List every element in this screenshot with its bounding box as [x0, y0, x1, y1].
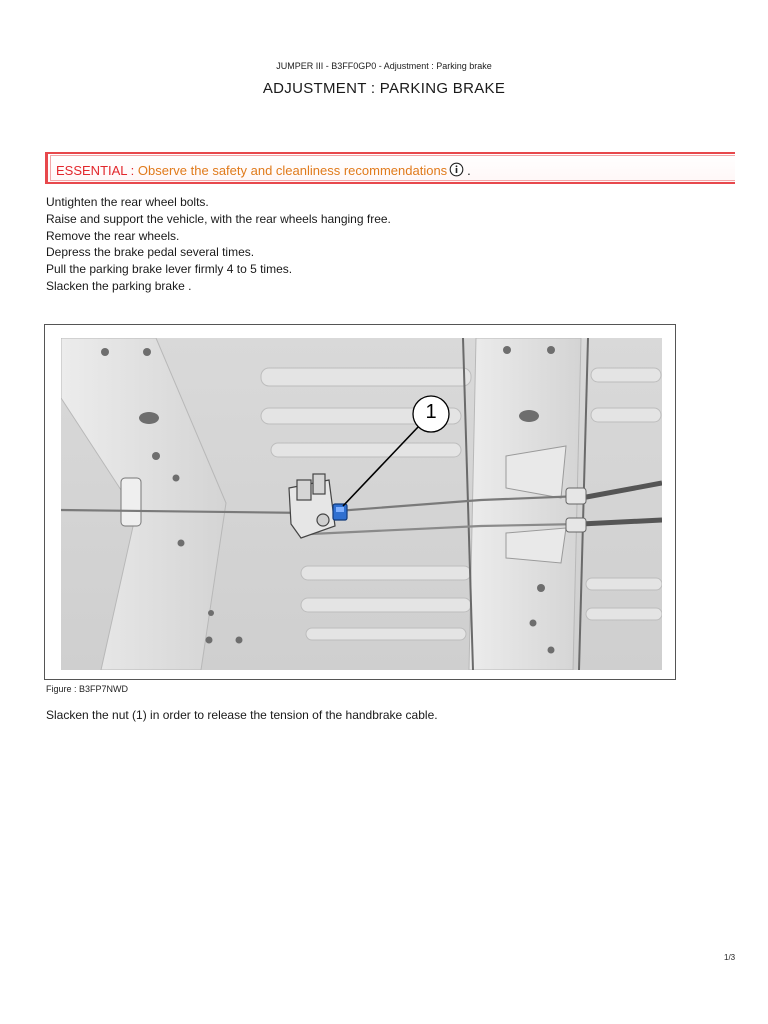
figure-caption: Figure : B3FP7NWD [46, 684, 129, 694]
essential-notice [45, 152, 735, 184]
step-item: Slacken the parking brake . [46, 278, 192, 293]
procedure-steps [46, 194, 391, 295]
step-item: Untighten the rear wheel bolts. [46, 195, 209, 209]
essential-period: . [467, 163, 471, 178]
document-header: JUMPER III - B3FF0GP0 - Adjustment : Parking brake [276, 61, 492, 71]
step-item: Slacken the nut (1) in order to release the tension of the handbrake cable. [46, 708, 438, 722]
essential-link[interactable]: Observe the safety and cleanliness recommendations [137, 163, 448, 178]
essential-notice-text [56, 162, 471, 180]
step-item: Remove the rear wheels. [46, 228, 180, 243]
parking-brake-figure [61, 338, 662, 670]
essential-label: ESSENTIAL : [56, 163, 138, 178]
figure-callout-label: 1 [425, 401, 437, 423]
page-title: ADJUSTMENT : PARKING BRAKE [262, 80, 506, 97]
step-item: Depress the brake pedal several times. [46, 245, 255, 260]
info-icon[interactable] [449, 162, 464, 180]
figure-frame [44, 324, 676, 680]
step-item: Raise and support the vehicle, with the rear wheels hanging free. [46, 211, 391, 226]
page-number: 1/3 [724, 953, 736, 962]
step-item: Pull the parking brake lever firmly 4 to 5 times. [46, 262, 293, 277]
